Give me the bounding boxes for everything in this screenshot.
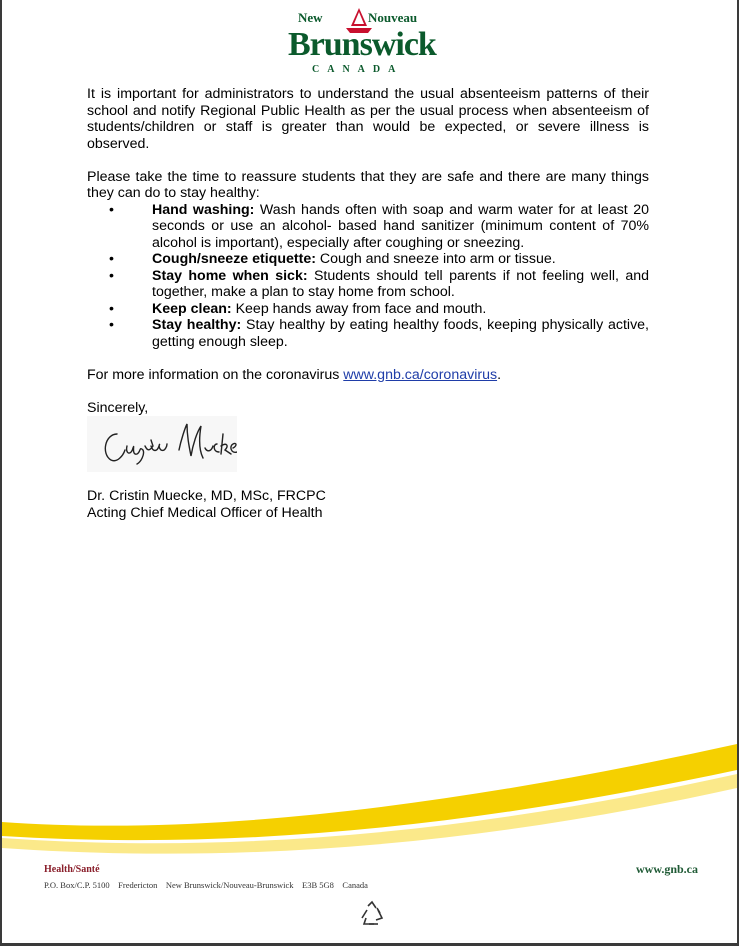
- logo-nouveau: Nouveau: [368, 10, 418, 25]
- list-item: [87, 317, 649, 350]
- tip-title: Stay home when sick:: [152, 267, 308, 284]
- list-item: [87, 301, 649, 318]
- health-tips-list: [87, 202, 649, 351]
- tip-text: Cough and sneeze into arm or tissue.: [315, 251, 556, 267]
- tip-title: Stay healthy:: [152, 317, 242, 333]
- tip-text: Stay healthy by eating healthy foods, keeping physically active, getting enough sleep.: [152, 317, 650, 350]
- bullet: •: [109, 201, 114, 218]
- more-info-prefix: For more information on the coronavirus: [87, 366, 344, 383]
- tip-text: Students should tell parents if not feeling well, and together, make a plan to stay home from school.: [152, 267, 650, 300]
- bullet: •: [109, 251, 114, 267]
- list-item: [87, 268, 649, 301]
- footer-department: Health/Santé: [44, 864, 100, 875]
- letter-page: [2, 0, 737, 943]
- tip-title: Cough/sneeze etiquette:: [152, 251, 316, 267]
- recycle-icon: [358, 900, 386, 928]
- bullet: •: [109, 300, 114, 317]
- more-info-suffix: .: [497, 366, 502, 383]
- paragraph-reassure: Please take the time to reassure students that they are safe and there are many things they can do to stay healthy:: [87, 168, 649, 201]
- yellow-wave-decoration: [2, 740, 737, 870]
- bullet: •: [109, 317, 114, 333]
- signer-title: Acting Chief Medical Officer of Health: [87, 504, 323, 521]
- signer-name: Dr. Cristin Muecke, MD, MSc, FRCPC: [87, 488, 326, 504]
- tip-title: Hand washing:: [152, 201, 255, 218]
- list-item: [87, 202, 649, 252]
- logo-canada: CANADA: [312, 64, 404, 75]
- more-info-line: [87, 367, 649, 384]
- closing: Sincerely,: [87, 399, 149, 416]
- tip-text: Wash hands often with soap and warm water for at least 20 seconds or use an alcohol- based hand sanitizer (minimum content of 70% alcohol is important), especially after coughing or sneezing.: [152, 201, 649, 251]
- logo-new: New: [298, 10, 323, 25]
- footer-address: P.O. Box/C.P. 5100 Fredericton New Brunswick/Nouveau-Brunswick E3B 5G8 Canada: [44, 880, 368, 890]
- bullet: •: [109, 267, 114, 284]
- new-brunswick-logo: [290, 6, 450, 78]
- tip-title: Keep clean:: [152, 300, 232, 317]
- logo-brunswick: Brunswick: [288, 26, 436, 63]
- handwritten-signature: [87, 416, 237, 472]
- footer-website: www.gnb.ca: [636, 862, 699, 876]
- paragraph-absenteeism: It is important for administrators to understand the usual absenteeism patterns of their school and notify Regional Public Health as per the usual process when absenteeism of students/children or staff is greater than would be expected, or severe illness is observed.: [87, 86, 649, 152]
- coronavirus-link[interactable]: www.gnb.ca/coronavirus: [343, 366, 498, 383]
- letter-body: [87, 86, 649, 521]
- tip-text: Keep hands away from face and mouth.: [231, 300, 487, 317]
- list-item: [87, 251, 649, 268]
